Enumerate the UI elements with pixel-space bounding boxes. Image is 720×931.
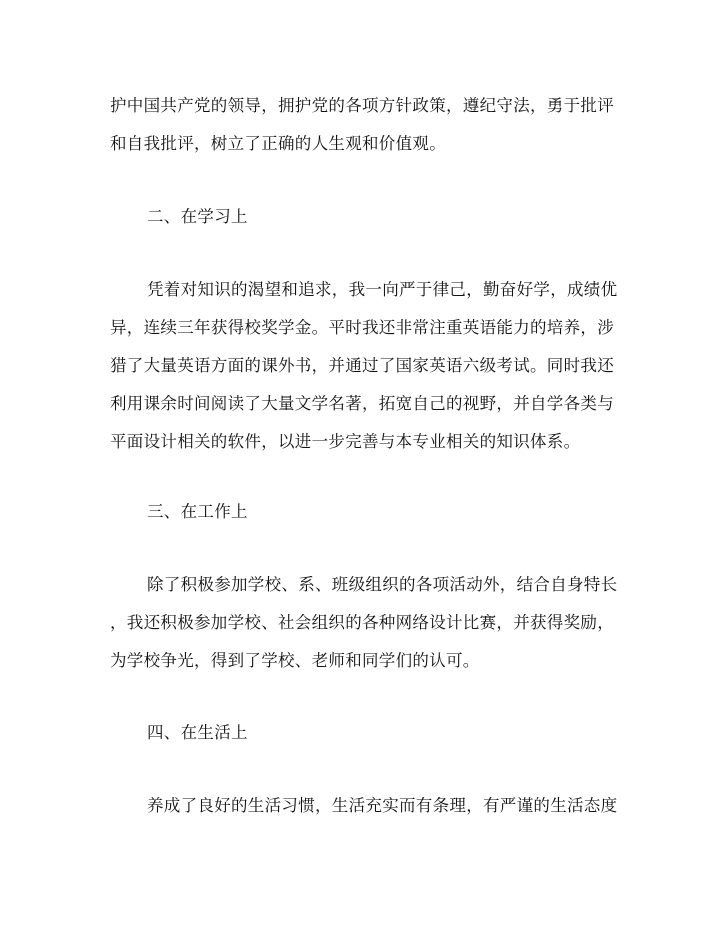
paragraph-line: 平面设计相关的软件，以进一步完善与本专业相关的知识体系。	[110, 432, 581, 451]
paragraph-line: 异，连续三年获得校奖学金。平时我还非常注重英语能力的培养，涉	[110, 318, 614, 337]
paragraph-line: 和自我批评，树立了正确的人生观和价值观。	[110, 134, 446, 153]
paragraph-line: ，我还积极参加学校、社会组织的各种网络设计比赛，并获得奖励，	[110, 613, 614, 632]
section-heading-study: 二、在学习上	[147, 207, 248, 226]
paragraph-line: 护中国共产党的领导，拥护党的各项方针政策，遵纪守法，勇于批评	[110, 96, 614, 115]
paragraph-line: 猎了大量英语方面的课外书，并通过了国家英语六级考试。同时我还	[110, 356, 614, 375]
paragraph-line: 凭着对知识的渴望和追求，我一向严于律己，勤奋好学，成绩优	[147, 280, 618, 299]
paragraph-line: 为学校争光，得到了学校、老师和同学们的认可。	[110, 651, 480, 670]
section-heading-life: 四、在生活上	[147, 723, 248, 742]
paragraph-line: 利用课余时间阅读了大量文学名著，拓宽自己的视野，并自学各类与	[110, 394, 614, 413]
paragraph-line: 养成了良好的生活习惯，生活充实而有条理，有严谨的生活态度	[147, 796, 618, 815]
paragraph-line: 除了积极参加学校、系、班级组织的各项活动外，结合自身特长	[147, 575, 618, 594]
section-heading-work: 三、在工作上	[147, 502, 248, 521]
